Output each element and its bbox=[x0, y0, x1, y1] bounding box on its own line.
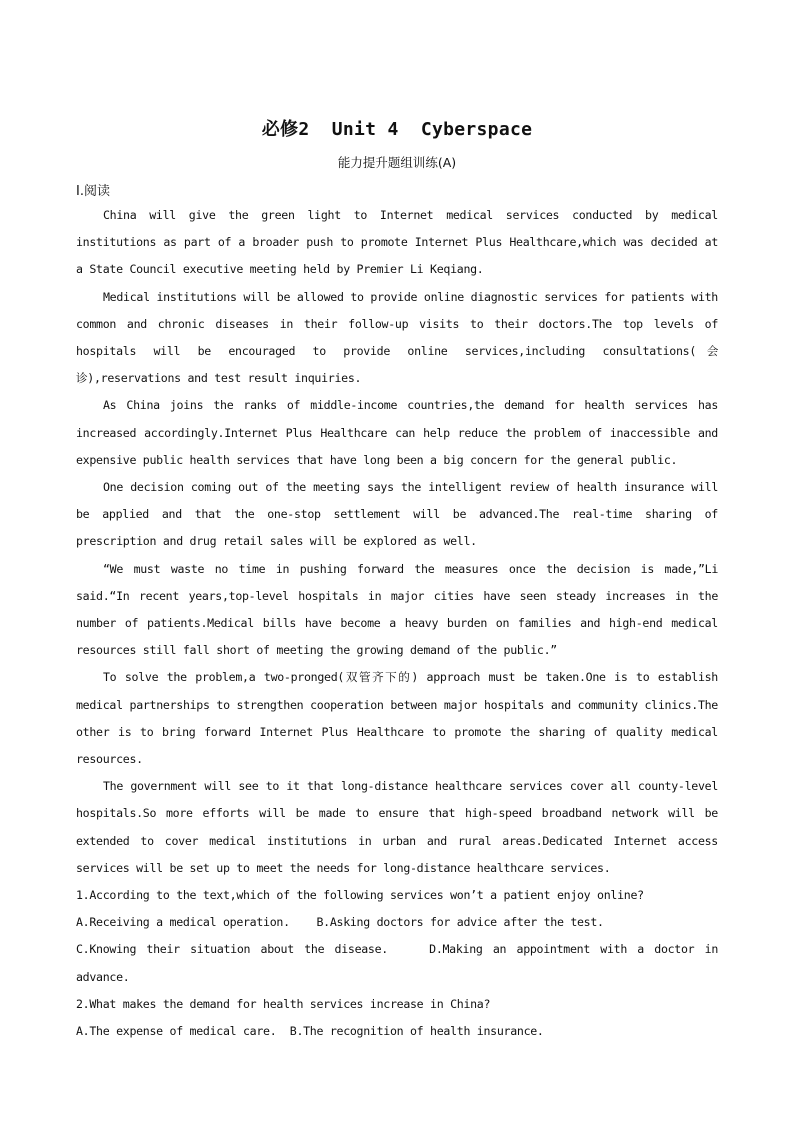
question-options-line: A.Receiving a medical operation. B.Asking doctors for advice after the test. bbox=[76, 915, 604, 930]
passage-paragraph: To solve the problem,a two-pronged(双管齐下的) approach must be taken.One is to establish medical partnerships to strengthen cooperation between major hospitals and community clinics.The other is to bring forward Internet Plus Healthcare to promote the sharing of quality medical resources. bbox=[76, 670, 718, 767]
question-stem: 1.According to the text,which of the following services won’t a patient enjoy online? bbox=[76, 888, 644, 903]
page-title: 必修2 Unit 4 Cyberspace bbox=[261, 119, 533, 140]
question-options-line: C.Knowing their situation about the disease. D.Making an appointment with a doctor in advance. bbox=[76, 942, 725, 984]
section-heading: Ⅰ.阅读 bbox=[76, 184, 110, 199]
reading-passage bbox=[76, 202, 725, 1045]
passage-paragraph: The government will see to it that long-distance healthcare services cover all county-level hospitals.So more efforts will be made to ensure that high-speed broadband network will be extended to cover medical institutions in urban and rural areas.Dedicated Internet access services will be set up to meet the needs for long-distance healthcare services. bbox=[76, 779, 718, 875]
page-subtitle: 能力提升题组训练(A) bbox=[337, 155, 457, 170]
passage-paragraph: China will give the green light to Internet medical services conducted by medical institutions as part of a broader push to promote Internet Plus Healthcare,which was decided at a State Council executive meeting held by Premier Li Keqiang. bbox=[76, 208, 718, 277]
passage-paragraph: Medical institutions will be allowed to provide online diagnostic services for patients with common and chronic diseases in their follow-up visits to their doctors.The top levels of hospitals will be encouraged to provide online services,including consultations(会诊),reservations and test result inquiries. bbox=[76, 289, 718, 386]
passage-paragraph: One decision coming out of the meeting says the intelligent review of health insurance will be applied and that the one-stop settlement will be advanced.The real-time sharing of prescription and drug retail sales will be explored as well. bbox=[76, 480, 718, 549]
question-stem: 2.What makes the demand for health services increase in China? bbox=[76, 996, 491, 1011]
question-options-line: A.The expense of medical care. B.The recognition of health insurance. bbox=[76, 1024, 544, 1039]
passage-paragraph: As China joins the ranks of middle-income countries,the demand for health services has increased accordingly.Internet Plus Healthcare can help reduce the problem of inaccessible and expensive public health services that have long been a big concern for the general public. bbox=[76, 398, 718, 467]
passage-paragraph: “We must waste no time in pushing forward the measures once the decision is made,”Li said.“In recent years,top-level hospitals in major cities have seen steady increases in the number of patients.Medical bills have become a heavy burden on families and high-end medical resources still fall short of meeting the growing demand of the public.” bbox=[76, 561, 718, 658]
